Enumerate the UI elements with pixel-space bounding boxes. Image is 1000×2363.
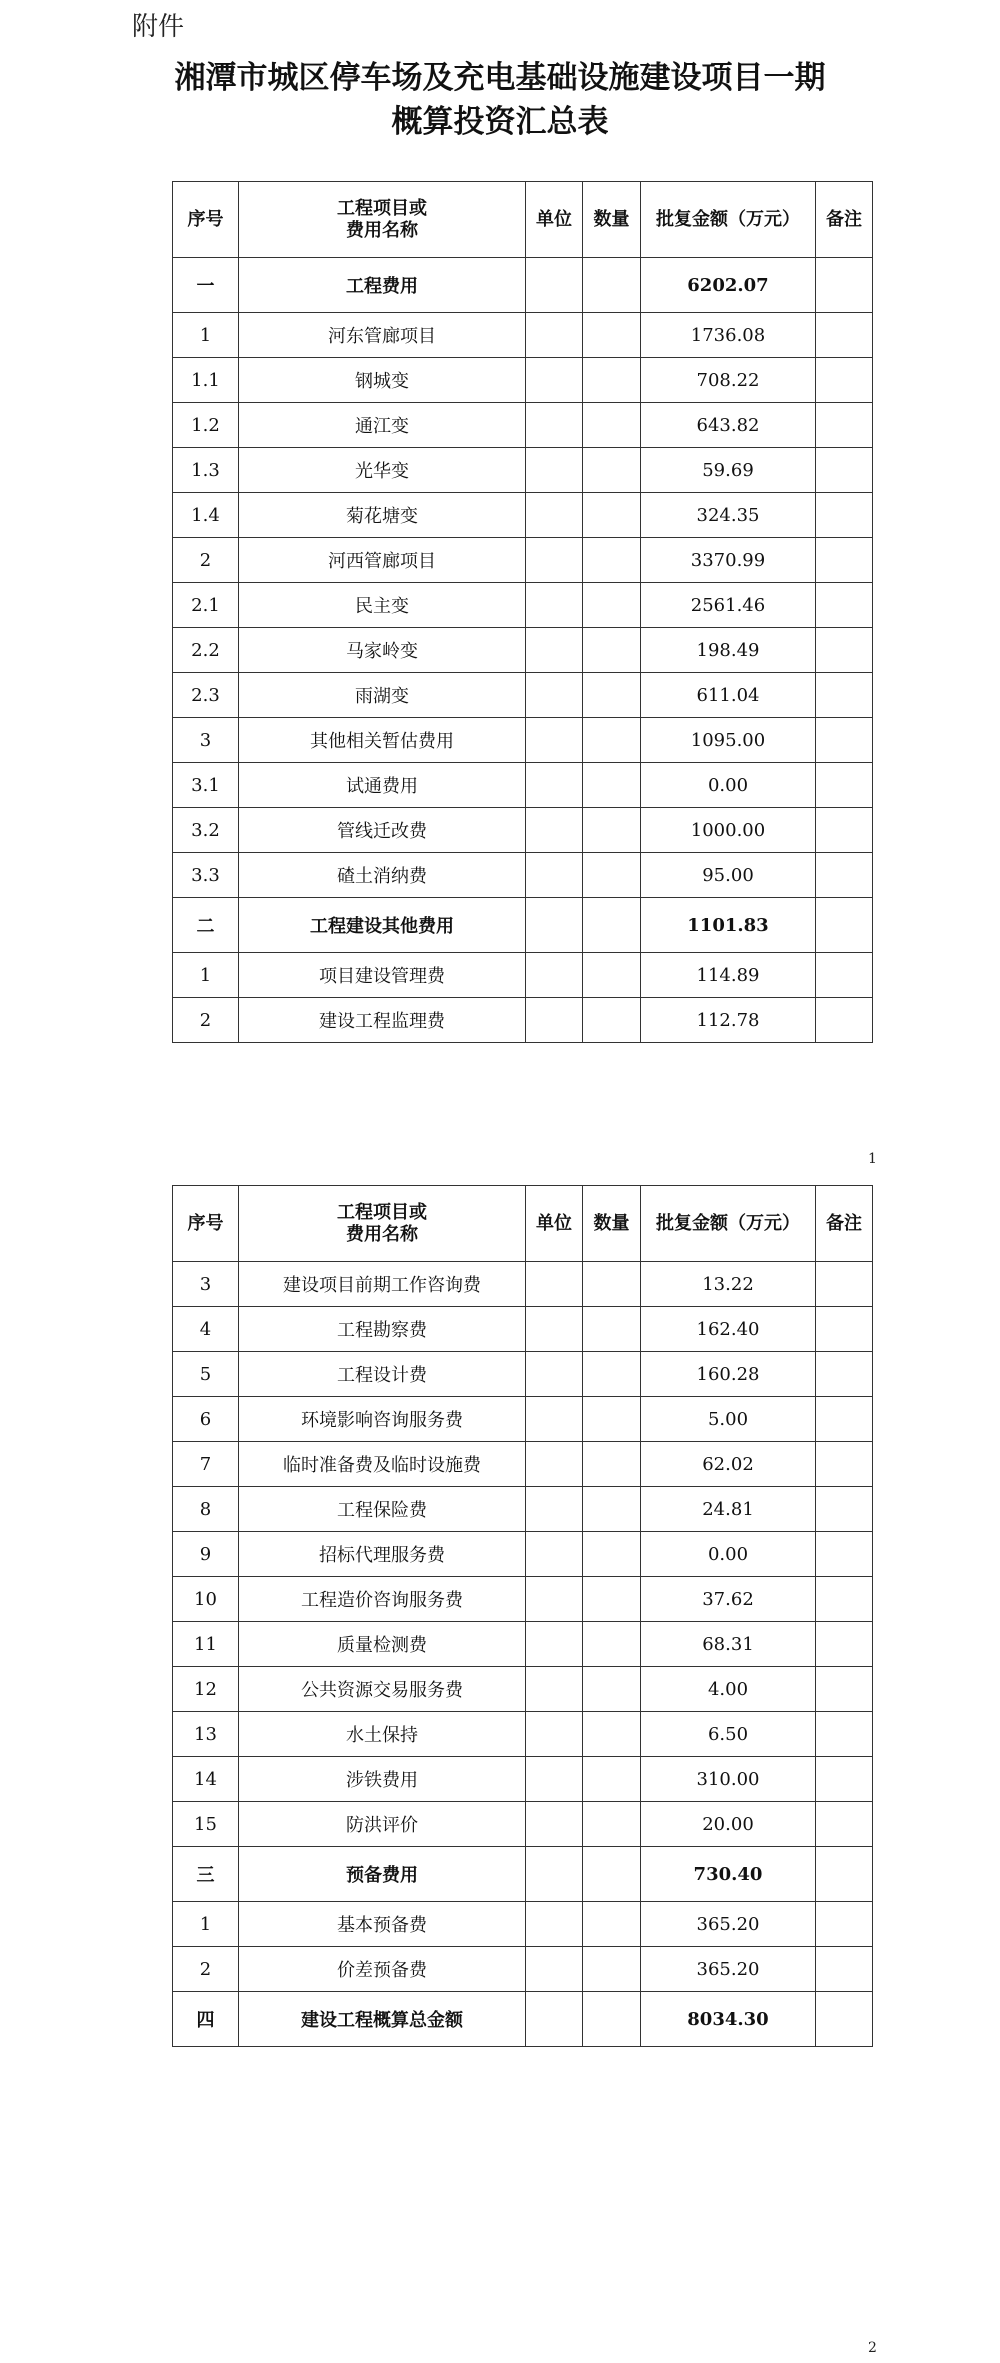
table-row xyxy=(173,1622,873,1667)
cell-quantity xyxy=(583,853,641,898)
header-approved-amount: 批复金额（万元） xyxy=(641,1186,816,1262)
cell-seq: 2.2 xyxy=(173,628,239,673)
cell-approved-amount: 162.40 xyxy=(641,1307,816,1352)
cell-quantity xyxy=(583,1622,641,1667)
page-number-2: 2 xyxy=(868,2340,877,2356)
cell-seq: 5 xyxy=(173,1352,239,1397)
cell-quantity xyxy=(583,313,641,358)
cell-seq: 2 xyxy=(173,998,239,1043)
cell-unit xyxy=(526,403,583,448)
cell-item-name: 工程勘察费 xyxy=(239,1307,526,1352)
cell-unit xyxy=(526,1532,583,1577)
cell-unit xyxy=(526,1947,583,1992)
header-quantity: 数量 xyxy=(583,182,641,258)
cell-approved-amount: 20.00 xyxy=(641,1802,816,1847)
cell-seq: 3.3 xyxy=(173,853,239,898)
cell-item-name: 工程设计费 xyxy=(239,1352,526,1397)
table-row xyxy=(173,1577,873,1622)
cell-item-name: 工程费用 xyxy=(239,258,526,313)
cell-item-name: 质量检测费 xyxy=(239,1622,526,1667)
cell-seq: 8 xyxy=(173,1487,239,1532)
cell-remark xyxy=(816,493,873,538)
cell-remark xyxy=(816,1902,873,1947)
header-unit: 单位 xyxy=(526,1186,583,1262)
cell-remark xyxy=(816,1802,873,1847)
cell-unit xyxy=(526,763,583,808)
cell-quantity xyxy=(583,1992,641,2047)
cell-approved-amount: 6.50 xyxy=(641,1712,816,1757)
cell-unit xyxy=(526,1262,583,1307)
cell-approved-amount: 365.20 xyxy=(641,1947,816,1992)
cell-quantity xyxy=(583,1487,641,1532)
cell-approved-amount: 37.62 xyxy=(641,1577,816,1622)
cell-seq: 1.3 xyxy=(173,448,239,493)
cell-unit xyxy=(526,448,583,493)
cell-approved-amount: 59.69 xyxy=(641,448,816,493)
table-body-page-2 xyxy=(173,1262,873,2047)
cell-approved-amount: 1101.83 xyxy=(641,898,816,953)
cell-seq: 14 xyxy=(173,1757,239,1802)
cell-item-name: 雨湖变 xyxy=(239,673,526,718)
table-row xyxy=(173,403,873,448)
cell-unit xyxy=(526,538,583,583)
cell-unit xyxy=(526,718,583,763)
cell-approved-amount: 365.20 xyxy=(641,1902,816,1947)
table-row xyxy=(173,1487,873,1532)
cell-seq: 一 xyxy=(173,258,239,313)
cell-item-name: 招标代理服务费 xyxy=(239,1532,526,1577)
table-row xyxy=(173,953,873,998)
cell-remark xyxy=(816,1262,873,1307)
cell-approved-amount: 0.00 xyxy=(641,1532,816,1577)
cell-remark xyxy=(816,358,873,403)
cell-quantity xyxy=(583,258,641,313)
cell-item-name: 临时准备费及临时设施费 xyxy=(239,1442,526,1487)
cell-item-name: 管线迁改费 xyxy=(239,808,526,853)
cell-remark xyxy=(816,1847,873,1902)
cell-unit xyxy=(526,898,583,953)
header-item-name-line-2: 费用名称 xyxy=(346,1223,418,1245)
table-row xyxy=(173,1712,873,1757)
table-row xyxy=(173,1532,873,1577)
cell-item-name: 建设项目前期工作咨询费 xyxy=(239,1262,526,1307)
cell-remark xyxy=(816,1532,873,1577)
cell-quantity xyxy=(583,808,641,853)
page-number-1: 1 xyxy=(868,1151,877,1167)
cell-quantity xyxy=(583,1847,641,1902)
table-row xyxy=(173,313,873,358)
table-section-row xyxy=(173,898,873,953)
cell-quantity xyxy=(583,1902,641,1947)
cell-remark xyxy=(816,1947,873,1992)
cell-remark xyxy=(816,538,873,583)
table-row xyxy=(173,1902,873,1947)
cell-unit xyxy=(526,358,583,403)
header-remark: 备注 xyxy=(816,1186,873,1262)
cell-unit xyxy=(526,953,583,998)
cell-approved-amount: 62.02 xyxy=(641,1442,816,1487)
cell-remark xyxy=(816,403,873,448)
cell-remark xyxy=(816,718,873,763)
cell-remark xyxy=(816,1622,873,1667)
table-row xyxy=(173,1947,873,1992)
table-row xyxy=(173,1397,873,1442)
cell-quantity xyxy=(583,1757,641,1802)
cell-item-name: 马家岭变 xyxy=(239,628,526,673)
cell-item-name: 试通费用 xyxy=(239,763,526,808)
header-item-name-line-1: 工程项目或 xyxy=(337,1201,427,1223)
cell-unit xyxy=(526,673,583,718)
cell-approved-amount: 2561.46 xyxy=(641,583,816,628)
cell-quantity xyxy=(583,1802,641,1847)
cell-quantity xyxy=(583,1262,641,1307)
table-row xyxy=(173,1757,873,1802)
cell-item-name: 预备费用 xyxy=(239,1847,526,1902)
cell-approved-amount: 5.00 xyxy=(641,1397,816,1442)
cell-quantity xyxy=(583,1947,641,1992)
table-row xyxy=(173,1802,873,1847)
cell-item-name: 建设工程概算总金额 xyxy=(239,1992,526,2047)
cell-item-name: 钢城变 xyxy=(239,358,526,403)
cell-quantity xyxy=(583,673,641,718)
cell-seq: 3 xyxy=(173,1262,239,1307)
cell-unit xyxy=(526,258,583,313)
table-row xyxy=(173,583,873,628)
cell-unit xyxy=(526,1902,583,1947)
cell-approved-amount: 310.00 xyxy=(641,1757,816,1802)
cell-unit xyxy=(526,1847,583,1902)
table-row xyxy=(173,628,873,673)
cell-seq: 15 xyxy=(173,1802,239,1847)
cell-approved-amount: 4.00 xyxy=(641,1667,816,1712)
cell-item-name: 菊花塘变 xyxy=(239,493,526,538)
cell-remark xyxy=(816,1757,873,1802)
cell-item-name: 涉铁费用 xyxy=(239,1757,526,1802)
cell-remark xyxy=(816,583,873,628)
cell-seq: 1.1 xyxy=(173,358,239,403)
cell-remark xyxy=(816,1397,873,1442)
cell-seq: 9 xyxy=(173,1532,239,1577)
table-header-row xyxy=(173,182,873,258)
table-row xyxy=(173,358,873,403)
cell-seq: 4 xyxy=(173,1307,239,1352)
cell-remark xyxy=(816,628,873,673)
cell-unit xyxy=(526,1397,583,1442)
cell-unit xyxy=(526,998,583,1043)
cell-approved-amount: 13.22 xyxy=(641,1262,816,1307)
cell-quantity xyxy=(583,448,641,493)
cell-seq: 2.1 xyxy=(173,583,239,628)
cell-item-name: 碴土消纳费 xyxy=(239,853,526,898)
table-row xyxy=(173,718,873,763)
cell-item-name: 项目建设管理费 xyxy=(239,953,526,998)
header-remark: 备注 xyxy=(816,182,873,258)
budget-summary-table-page-2 xyxy=(172,1185,873,2047)
cell-seq: 二 xyxy=(173,898,239,953)
cell-remark xyxy=(816,853,873,898)
cell-quantity xyxy=(583,998,641,1043)
cell-seq: 12 xyxy=(173,1667,239,1712)
cell-approved-amount: 160.28 xyxy=(641,1352,816,1397)
cell-quantity xyxy=(583,1667,641,1712)
cell-quantity xyxy=(583,493,641,538)
table-section-row xyxy=(173,1992,873,2047)
cell-seq: 3.2 xyxy=(173,808,239,853)
cell-approved-amount: 8034.30 xyxy=(641,1992,816,2047)
cell-seq: 13 xyxy=(173,1712,239,1757)
cell-seq: 1 xyxy=(173,953,239,998)
cell-item-name: 环境影响咨询服务费 xyxy=(239,1397,526,1442)
attachment-label: 附件 xyxy=(132,12,185,42)
cell-item-name: 建设工程监理费 xyxy=(239,998,526,1043)
table-section-row xyxy=(173,1847,873,1902)
cell-quantity xyxy=(583,1532,641,1577)
cell-remark xyxy=(816,1307,873,1352)
cell-approved-amount: 708.22 xyxy=(641,358,816,403)
cell-item-name: 基本预备费 xyxy=(239,1902,526,1947)
cell-remark xyxy=(816,1667,873,1712)
table-header-row xyxy=(173,1186,873,1262)
cell-approved-amount: 114.89 xyxy=(641,953,816,998)
cell-remark xyxy=(816,808,873,853)
cell-unit xyxy=(526,1992,583,2047)
cell-quantity xyxy=(583,403,641,448)
cell-remark xyxy=(816,1992,873,2047)
header-quantity: 数量 xyxy=(583,1186,641,1262)
cell-approved-amount: 324.35 xyxy=(641,493,816,538)
header-item-name xyxy=(239,182,526,258)
table-row xyxy=(173,1307,873,1352)
cell-remark xyxy=(816,1577,873,1622)
cell-quantity xyxy=(583,1397,641,1442)
cell-item-name: 民主变 xyxy=(239,583,526,628)
table-row xyxy=(173,1262,873,1307)
cell-approved-amount: 198.49 xyxy=(641,628,816,673)
cell-quantity xyxy=(583,953,641,998)
cell-quantity xyxy=(583,1712,641,1757)
cell-seq: 1 xyxy=(173,313,239,358)
cell-approved-amount: 6202.07 xyxy=(641,258,816,313)
cell-approved-amount: 0.00 xyxy=(641,763,816,808)
cell-unit xyxy=(526,1307,583,1352)
header-seq: 序号 xyxy=(173,1186,239,1262)
table-row xyxy=(173,1667,873,1712)
cell-quantity xyxy=(583,1352,641,1397)
cell-remark xyxy=(816,1442,873,1487)
cell-seq: 1 xyxy=(173,1902,239,1947)
cell-unit xyxy=(526,1712,583,1757)
table-row xyxy=(173,998,873,1043)
cell-quantity xyxy=(583,358,641,403)
cell-item-name: 防洪评价 xyxy=(239,1802,526,1847)
document-title-line-1: 湘潭市城区停车场及充电基础设施建设项目一期 xyxy=(174,60,826,96)
table-body-page-1 xyxy=(173,258,873,1043)
cell-item-name: 光华变 xyxy=(239,448,526,493)
cell-unit xyxy=(526,583,583,628)
cell-unit xyxy=(526,808,583,853)
cell-unit xyxy=(526,1442,583,1487)
cell-quantity xyxy=(583,898,641,953)
header-approved-amount: 批复金额（万元） xyxy=(641,182,816,258)
cell-item-name: 工程建设其他费用 xyxy=(239,898,526,953)
cell-item-name: 河东管廊项目 xyxy=(239,313,526,358)
cell-item-name: 公共资源交易服务费 xyxy=(239,1667,526,1712)
cell-seq: 11 xyxy=(173,1622,239,1667)
cell-approved-amount: 1736.08 xyxy=(641,313,816,358)
cell-quantity xyxy=(583,1307,641,1352)
cell-quantity xyxy=(583,763,641,808)
cell-item-name: 工程保险费 xyxy=(239,1487,526,1532)
cell-seq: 2 xyxy=(173,538,239,583)
cell-remark xyxy=(816,998,873,1043)
header-seq: 序号 xyxy=(173,182,239,258)
table-row xyxy=(173,808,873,853)
cell-approved-amount: 3370.99 xyxy=(641,538,816,583)
cell-remark xyxy=(816,1712,873,1757)
cell-approved-amount: 1000.00 xyxy=(641,808,816,853)
cell-unit xyxy=(526,1667,583,1712)
cell-remark xyxy=(816,313,873,358)
cell-unit xyxy=(526,1757,583,1802)
table-row xyxy=(173,538,873,583)
cell-approved-amount: 643.82 xyxy=(641,403,816,448)
table-row xyxy=(173,448,873,493)
cell-approved-amount: 730.40 xyxy=(641,1847,816,1902)
cell-seq: 6 xyxy=(173,1397,239,1442)
cell-quantity xyxy=(583,718,641,763)
header-item-name xyxy=(239,1186,526,1262)
cell-approved-amount: 1095.00 xyxy=(641,718,816,763)
cell-seq: 三 xyxy=(173,1847,239,1902)
cell-quantity xyxy=(583,1442,641,1487)
cell-remark xyxy=(816,898,873,953)
cell-seq: 四 xyxy=(173,1992,239,2047)
cell-item-name: 通江变 xyxy=(239,403,526,448)
table-section-row xyxy=(173,258,873,313)
table-row xyxy=(173,673,873,718)
cell-seq: 7 xyxy=(173,1442,239,1487)
table-row xyxy=(173,763,873,808)
cell-remark xyxy=(816,258,873,313)
cell-unit xyxy=(526,1622,583,1667)
cell-seq: 1.2 xyxy=(173,403,239,448)
cell-approved-amount: 611.04 xyxy=(641,673,816,718)
cell-quantity xyxy=(583,1577,641,1622)
cell-remark xyxy=(816,1487,873,1532)
cell-unit xyxy=(526,1577,583,1622)
cell-quantity xyxy=(583,583,641,628)
cell-quantity xyxy=(583,628,641,673)
cell-approved-amount: 112.78 xyxy=(641,998,816,1043)
cell-unit xyxy=(526,1487,583,1532)
cell-approved-amount: 95.00 xyxy=(641,853,816,898)
cell-unit xyxy=(526,853,583,898)
cell-seq: 3 xyxy=(173,718,239,763)
cell-item-name: 河西管廊项目 xyxy=(239,538,526,583)
cell-seq: 3.1 xyxy=(173,763,239,808)
header-item-name-line-1: 工程项目或 xyxy=(337,197,427,219)
cell-unit xyxy=(526,1802,583,1847)
table-row xyxy=(173,853,873,898)
cell-remark xyxy=(816,448,873,493)
cell-item-name: 工程造价咨询服务费 xyxy=(239,1577,526,1622)
cell-seq: 2.3 xyxy=(173,673,239,718)
cell-remark xyxy=(816,953,873,998)
table-row xyxy=(173,1352,873,1397)
cell-approved-amount: 68.31 xyxy=(641,1622,816,1667)
cell-remark xyxy=(816,1352,873,1397)
header-item-name-line-2: 费用名称 xyxy=(346,219,418,241)
cell-unit xyxy=(526,493,583,538)
document-title-line-2: 概算投资汇总表 xyxy=(391,104,609,140)
table-row xyxy=(173,1442,873,1487)
cell-seq: 2 xyxy=(173,1947,239,1992)
header-unit: 单位 xyxy=(526,182,583,258)
cell-item-name: 价差预备费 xyxy=(239,1947,526,1992)
budget-summary-table-page-1 xyxy=(172,181,873,1043)
cell-unit xyxy=(526,313,583,358)
cell-quantity xyxy=(583,538,641,583)
cell-item-name: 水土保持 xyxy=(239,1712,526,1757)
cell-unit xyxy=(526,1352,583,1397)
cell-seq: 1.4 xyxy=(173,493,239,538)
cell-item-name: 其他相关暂估费用 xyxy=(239,718,526,763)
cell-remark xyxy=(816,763,873,808)
cell-unit xyxy=(526,628,583,673)
table-row xyxy=(173,493,873,538)
cell-remark xyxy=(816,673,873,718)
cell-seq: 10 xyxy=(173,1577,239,1622)
cell-approved-amount: 24.81 xyxy=(641,1487,816,1532)
